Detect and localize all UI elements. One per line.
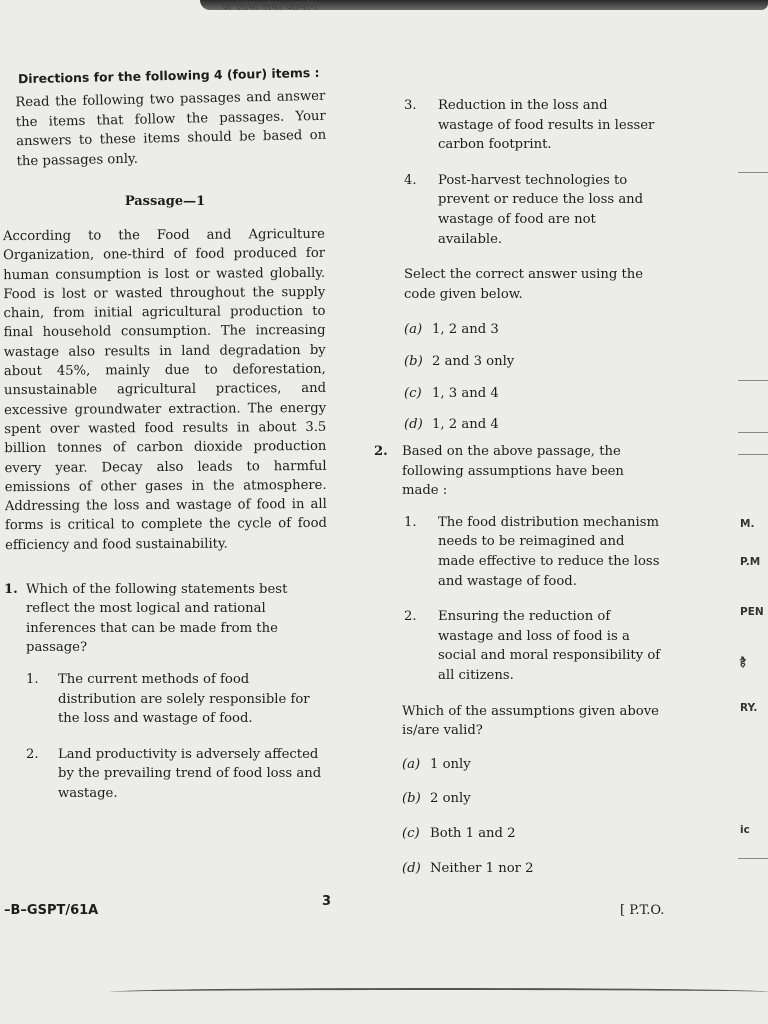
option-text: 1 only xyxy=(430,756,471,772)
question-number: 2. xyxy=(374,444,388,459)
edge-fragment: ic xyxy=(740,824,750,836)
statement xyxy=(404,607,664,685)
edge-line xyxy=(738,380,768,381)
option-label: (b) xyxy=(404,353,423,369)
option xyxy=(404,384,662,404)
option-text: 1, 2 and 3 xyxy=(432,322,499,338)
option-label: (c) xyxy=(404,385,422,401)
statement-number: 3. xyxy=(404,98,417,113)
right-column-top xyxy=(404,96,662,447)
option xyxy=(402,755,664,775)
option xyxy=(402,859,664,879)
option-text: 1, 3 and 4 xyxy=(432,385,499,401)
option xyxy=(402,824,664,844)
statement-number: 1. xyxy=(404,514,417,530)
edge-line xyxy=(738,454,768,455)
option-label: (a) xyxy=(404,322,423,338)
please-turn-over: [ P.T.O. xyxy=(620,903,665,918)
statement xyxy=(404,171,662,249)
edge-fragment: P.M xyxy=(740,556,761,568)
page-edge-curve xyxy=(110,988,768,996)
question-number: 1. xyxy=(4,581,18,597)
option xyxy=(404,415,662,435)
statement-number: 2. xyxy=(26,746,39,762)
directions-title: Directions for the following 4 (four) items : xyxy=(17,64,320,87)
statement-text: Land productivity is adversely affected by the prevailing trend of food loss and wastage. xyxy=(58,746,322,801)
option xyxy=(402,789,664,809)
statement-number: 1. xyxy=(26,671,39,687)
left-column xyxy=(4,66,326,820)
question-text: Based on the above passage, the following assumptions have been made : xyxy=(402,444,624,499)
paper-code: –B–GSPT/61A xyxy=(4,903,99,918)
statement xyxy=(26,745,326,804)
edge-fragment: PEN xyxy=(740,606,764,618)
edge-line xyxy=(738,858,768,859)
answer-instruction: Which of the assumptions given above is/are valid? xyxy=(402,703,659,739)
option-label: (a) xyxy=(402,756,421,772)
option-text: 1, 2 and 4 xyxy=(432,417,499,433)
page-number: 3 xyxy=(322,894,332,909)
edge-fragment: M. xyxy=(740,518,755,530)
statement-number: 4. xyxy=(404,172,417,188)
edge-fragment: RY. xyxy=(740,702,758,714)
statement-text: Reduction in the loss and wastage of food results in lesser carbon footprint. xyxy=(438,98,655,153)
option-label: (d) xyxy=(404,417,423,433)
passage-title: Passage—1 xyxy=(124,193,206,209)
question-text: Which of the following statements best reflect the most logical and rational inferences that can be made from the passage? xyxy=(26,581,288,656)
statement-number: 2. xyxy=(404,609,417,625)
answer-instruction: Select the correct answer using the code given below. xyxy=(404,267,644,302)
header-script: अ लोक सेवा आयोग xyxy=(222,0,318,14)
statement-text: Ensuring the reduction of wastage and loss of food is a social and moral responsibility of all citizens. xyxy=(438,609,661,683)
option-text: Both 1 and 2 xyxy=(430,825,516,841)
statement xyxy=(404,96,662,155)
option-text: 2 and 3 only xyxy=(432,353,515,369)
option-label: (d) xyxy=(402,860,421,876)
directions-text: Read the following two passages and answer the items that follow the passages. Your answers to these items should be based on the passages only. xyxy=(15,88,327,169)
right-column-bottom xyxy=(374,442,664,890)
option-label: (c) xyxy=(402,825,420,841)
statement xyxy=(26,670,326,729)
statement xyxy=(404,513,664,591)
option-text: Neither 1 nor 2 xyxy=(430,860,534,876)
statement-text: The current methods of food distribution are solely responsible for the loss and wastage of food. xyxy=(58,671,310,727)
statement-text: The food distribution mechanism needs to be reimagined and made effective to reduce the loss and wastage of food. xyxy=(438,514,660,589)
edge-line xyxy=(738,172,768,173)
passage-text: According to the Food and Agriculture Organization, one-third of food produced for human consumption is lost or wasted globally. Food is lost or wasted throughout the supply chain, from initial agricultural production to final household consumption. The increasing wastage also results in land degradation by about 45%, mainly due to deforestation, unsustainable agricultural practices, and excessive groundwater extraction. The energy spent over wasted food results in about 3.5 billion tonnes of carbon dioxide production every year. Decay also leads to harmful emissions of other gases in the atmosphere. Addressing the loss and wastage of food in all forms is critical to complete the cycle of food efficiency and food sustainability. xyxy=(2,226,327,553)
edge-fragment: है xyxy=(740,657,746,669)
question-1 xyxy=(4,580,326,658)
statement-text: Post-harvest technologies to prevent or reduce the loss and wastage of food are not available. xyxy=(438,172,644,247)
option xyxy=(404,352,662,372)
edge-line xyxy=(738,432,768,433)
question-2 xyxy=(374,442,664,501)
option xyxy=(404,320,662,340)
option-label: (b) xyxy=(402,791,421,807)
option-text: 2 only xyxy=(430,791,471,807)
